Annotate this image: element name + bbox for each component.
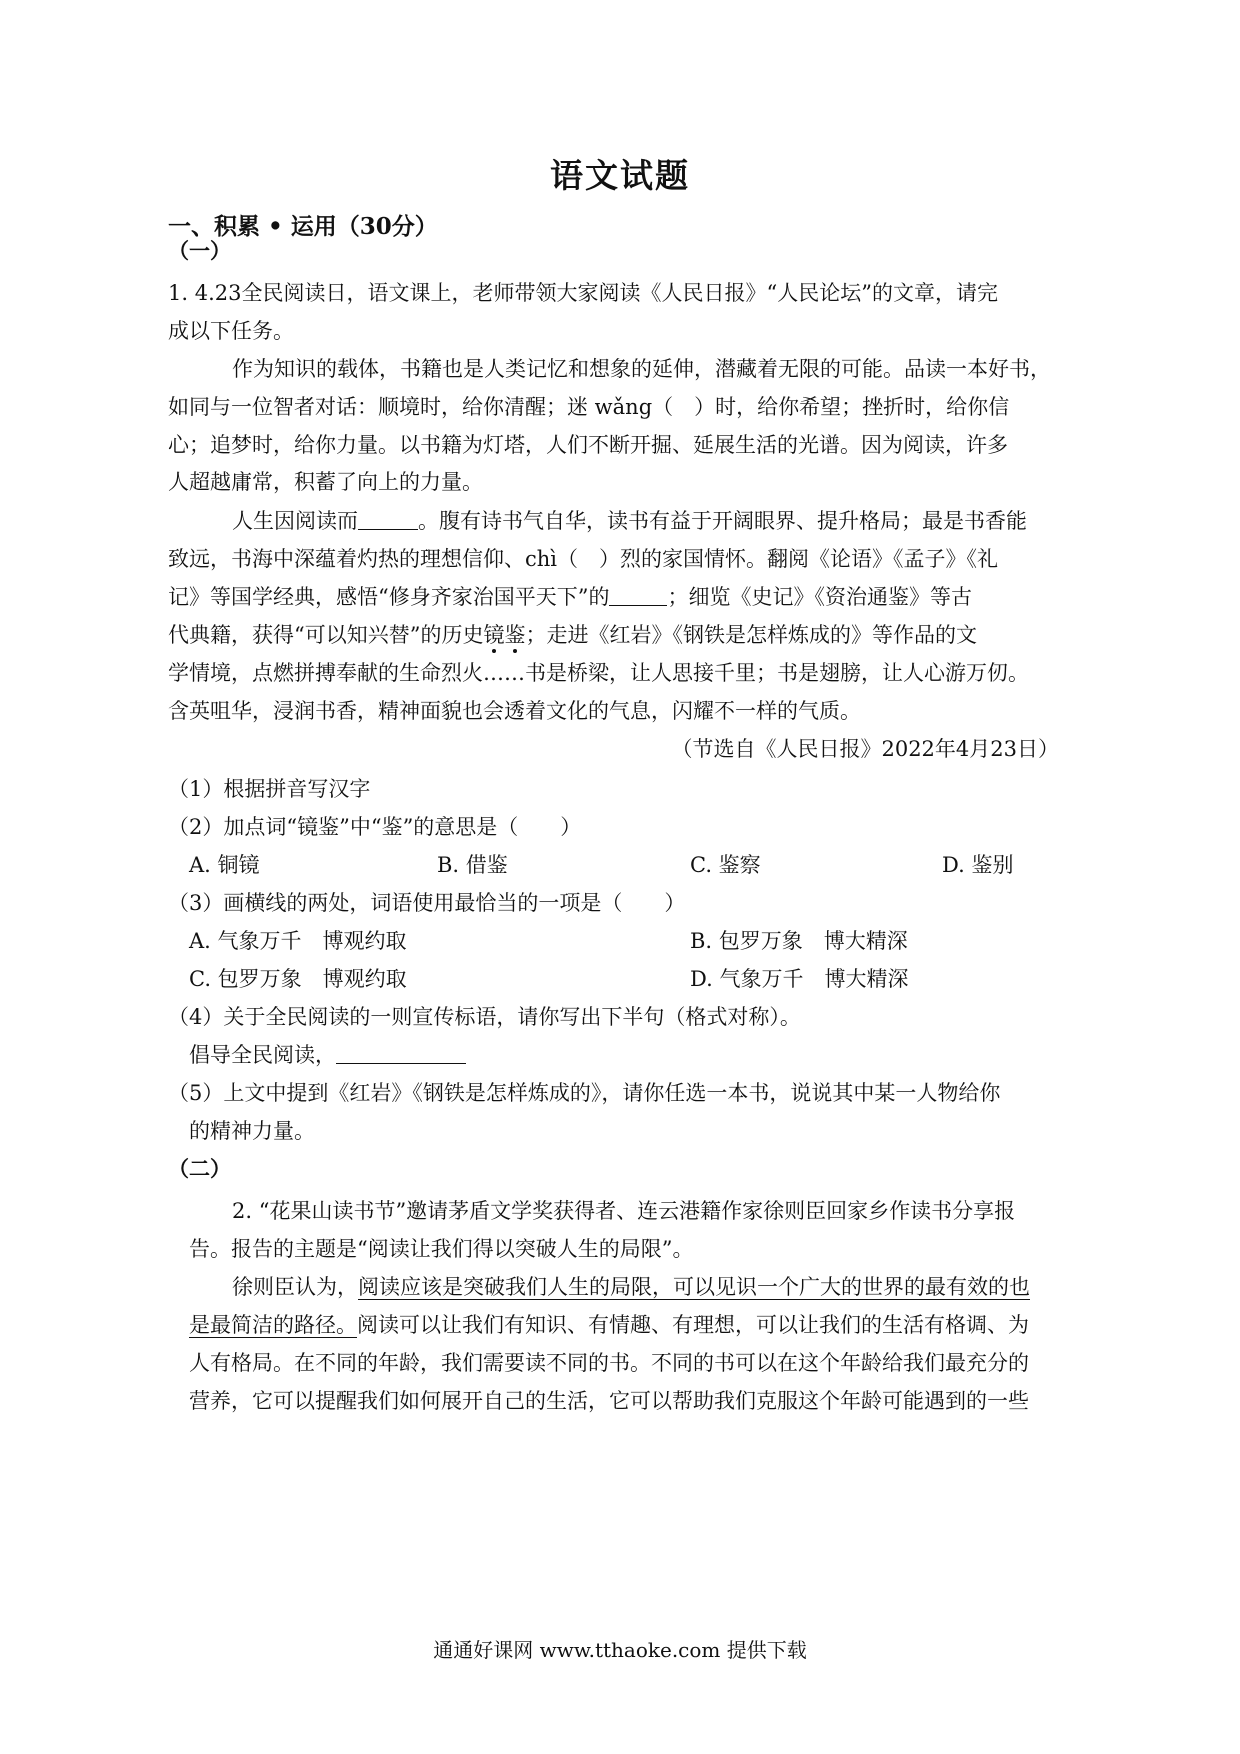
underlined-sentence-1: 阅读应该是突破我们人生的局限，可以见识一个广大的世界的最有效的也 [358,1275,1030,1299]
q1-p2-line-6: 含英咀华，浸润书香，精神面貌也会透着文化的气息，闪耀不一样的气质。 [168,699,861,723]
sub2-option-c: C. 鉴察 [690,853,761,877]
blank-1 [358,509,418,530]
q1-p2-line-1 [232,506,1059,536]
q1-p2-line-1b: 。腹有诗书气自华，读书有益于开阔眼界、提升格局；最是书香能 [418,509,1027,533]
underlined-sentence-2: 是最简洁的路径。 [189,1313,357,1337]
source-note: （节选自《人民日报》2022年4月23日） [671,737,1059,761]
sub-question-2: （2）加点词“镜鉴”中“鉴”的意思是（ ） [168,815,582,839]
dotted-char-2: 鉴 [504,623,526,647]
sub-question-5-line-2: 的精神力量。 [189,1119,315,1143]
sub-question-4: （4）关于全民阅读的一则宣传标语，请你写出下半句（格式对称）。 [168,1005,801,1029]
q2-p1-line-1a: 徐则臣认为， [232,1275,358,1299]
answer-blank [336,1043,466,1064]
q1-p2-line-3b: ；细览《史记》《资治通鉴》等古 [667,585,972,609]
q1-intro-line-1: 1. 4.23全民阅读日，语文课上，老师带领大家阅读《人民日报》“人民论坛”的文章，请完 [168,281,998,305]
q1-p2-line-3 [168,582,1059,612]
sub3-option-c: C. 包罗万象 博观约取 [189,967,407,991]
q1-p2-line-5: 学情境，点燃拼搏奉献的生命烈火……书是桥梁，让人思接千里；书是翅膀，让人心游万仞。 [168,661,1029,685]
q2-intro-line-2: 告。报告的主题是“阅读让我们得以突破人生的局限”。 [189,1237,694,1261]
sub-question-5-line-1: （5）上文中提到《红岩》《钢铁是怎样炼成的》，请你任选一本书，说说其中某一人物给你 [168,1081,1001,1105]
q2-p1-line-3: 人有格局。在不同的年龄，我们需要读不同的书。不同的书可以在这个年龄给我们最充分的 [189,1351,1029,1375]
section-heading: 一、积累 • 运用（30分） [168,213,438,240]
sub3-option-d: D. 气象万千 博大精深 [690,967,909,991]
q2-p1-line-4: 营养，它可以提醒我们如何展开自己的生活，它可以帮助我们克服这个年龄可能遇到的一些 [189,1389,1029,1413]
dotted-char-1: 镜 [483,623,505,647]
sub2-option-a: A. 铜镜 [189,853,260,877]
sub2-option-d: D. 鉴别 [942,853,1014,877]
sub2-option-b: B. 借鉴 [437,853,508,877]
footer-watermark: 通通好课网 www.tthaoke.com 提供下载 [433,1638,807,1662]
q2-intro-line-1: 2. “花果山读书节”邀请茅盾文学奖获得者、连云港籍作家徐则臣回家乡作读书分享报 [232,1199,1016,1223]
q1-p2-line-1a: 人生因阅读而 [232,509,358,533]
sub-question-3: （3）画横线的两处，词语使用最恰当的一项是（ ） [168,891,686,915]
q1-intro-line-2: 成以下任务。 [168,319,294,343]
q1-p2-line-4b: ；走进《红岩》《钢铁是怎样炼成的》等作品的文 [525,623,977,647]
part-label-1: （一） [168,238,231,263]
q2-p1-line-2b: 阅读可以让我们有知识、有情趣、有理想，可以让我们的生活有格调、为 [357,1313,1029,1337]
q2-p1-line-2 [189,1310,1059,1340]
part-label-2: （二） [168,1156,231,1181]
q1-p1-line-3: 心；追梦时，给你力量。以书籍为灯塔，人们不断开掘、延展生活的光谱。因为阅读，许多 [168,433,1008,457]
sub-question-1: （1）根据拼音写汉字 [168,777,371,801]
q1-p1-line-1: 作为知识的载体，书籍也是人类记忆和想象的延伸，潜藏着无限的可能。品读一本好书， [232,357,1051,381]
blank-2 [609,585,667,606]
sub4-answer-line [189,1040,1059,1070]
q1-p1-line-4: 人超越庸常，积蓄了向上的力量。 [168,470,483,494]
sub4-prompt: 倡导全民阅读， [189,1043,336,1067]
q2-p1-line-1 [232,1272,1059,1302]
q1-p2-line-4 [168,620,1059,650]
sub3-option-b: B. 包罗万象 博大精深 [690,929,908,953]
q1-p2-line-4a: 代典籍，获得“可以知兴替”的历史 [168,623,484,647]
page-title: 语文试题 [550,156,690,195]
sub3-option-a: A. 气象万千 博观约取 [189,929,407,953]
q1-p2-line-3a: 记》等国学经典，感悟“修身齐家治国平天下”的 [168,585,610,609]
q1-p1-line-2: 如同与一位智者对话：顺境时，给你清醒；迷 wǎng（ ）时，给你希望；挫折时，给你信 [168,395,1010,419]
q1-p2-line-2: 致远，书海中深蕴着灼热的理想信仰、chì（ ）烈的家国情怀。翻阅《论语》《孟子》《礼 [168,547,998,571]
